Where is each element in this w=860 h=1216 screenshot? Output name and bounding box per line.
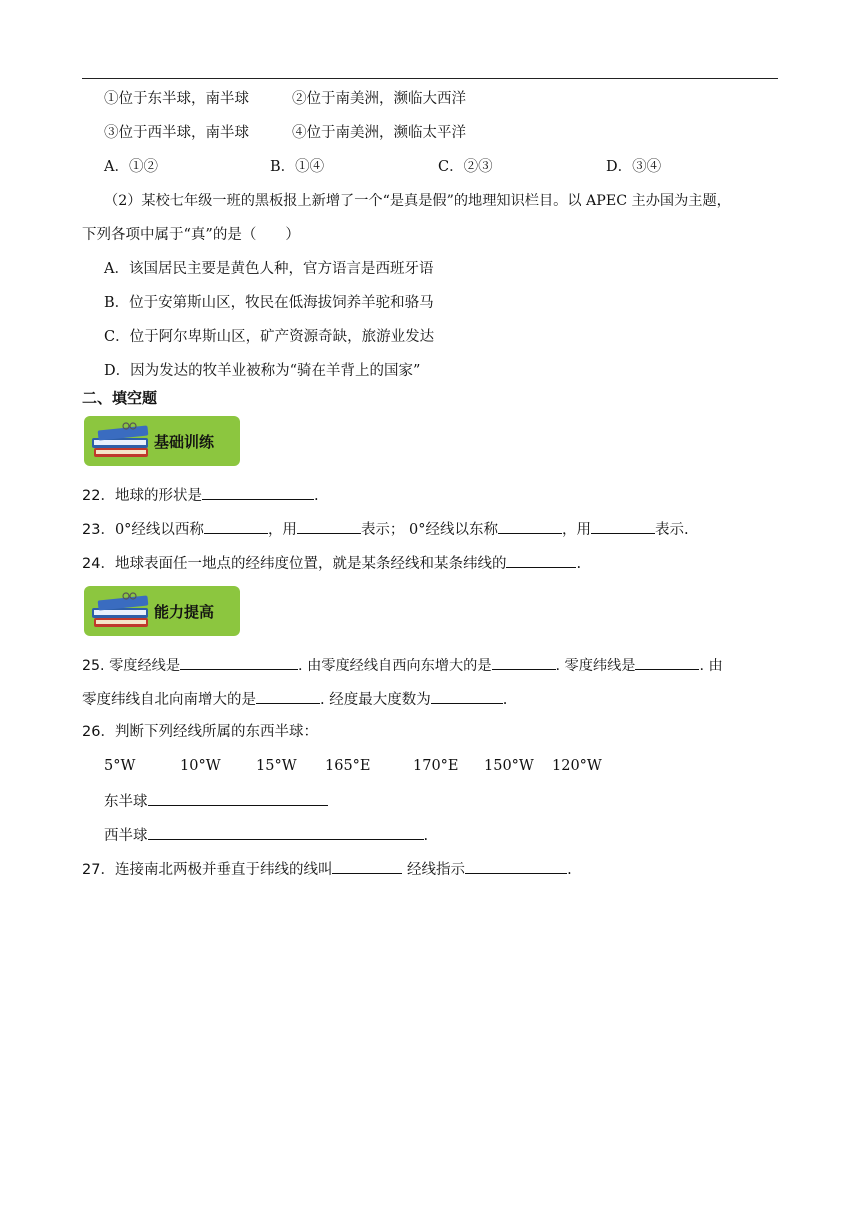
question-24 — [82, 552, 581, 574]
answer-blank[interactable] — [431, 688, 503, 704]
choice-1: ①位于东半球，南半球 — [104, 91, 249, 107]
answer-blank[interactable] — [635, 654, 699, 670]
question-number: 27． — [82, 862, 115, 878]
q2-stem-line1: （2）某校七年级一班的黑板报上新增了一个“是真是假”的地理知识栏目。以 APEC 主办国为主题， — [104, 193, 731, 209]
badge-label: 能力提高 — [154, 603, 215, 621]
choice-4: ④位于南美洲，濒临太平洋 — [292, 125, 466, 141]
question-26 — [82, 722, 318, 742]
q2-option-b: B．位于安第斯山区，牧民在低海拔饲养羊驼和骆马 — [104, 295, 434, 311]
question-text: 零度经线是 — [109, 658, 181, 674]
longitude-15w: 15°W — [256, 758, 297, 774]
answer-blank[interactable] — [204, 518, 268, 534]
question-number: 25. — [82, 658, 105, 674]
question-number: 24． — [82, 556, 115, 572]
question-text: 连接南北两极并垂直于纬线的线叫 — [114, 862, 333, 878]
punctuation: . — [576, 556, 582, 572]
question-text: . 经度最大度数为 — [320, 692, 431, 708]
question-text: . 由 — [699, 658, 723, 674]
answer-blank[interactable] — [256, 688, 320, 704]
badge-label: 基础训练 — [154, 433, 215, 451]
answer-blank[interactable] — [492, 654, 556, 670]
answer-c: C．②③ — [438, 159, 493, 175]
answer-blank[interactable] — [465, 858, 567, 874]
punctuation: . — [567, 862, 572, 878]
top-rule — [82, 78, 778, 79]
punctuation: . — [313, 488, 319, 504]
q2-option-a: A．该国居民主要是黄色人种，官方语言是西班牙语 — [104, 261, 434, 277]
question-text: 表示. — [655, 522, 689, 538]
badge-basic-training — [84, 416, 240, 466]
question-text: ，用 — [267, 522, 297, 538]
answer-blank[interactable] — [332, 858, 402, 874]
punctuation: . — [423, 828, 429, 844]
answer-blank[interactable] — [591, 518, 655, 534]
question-text: . 由零度经线自西向东增大的是 — [298, 658, 492, 674]
answer-blank[interactable] — [202, 484, 314, 500]
answer-blank[interactable] — [148, 824, 424, 840]
longitude-10w: 10°W — [180, 758, 221, 774]
question-text: 地球表面任一地点的经纬度位置，就是某条经线和某条纬线的 — [114, 556, 507, 572]
question-text: 表示； 0°经线以东称 — [360, 522, 499, 538]
choice-3: ③位于西半球，南半球 — [104, 125, 249, 141]
question-text: 地球的形状是 — [114, 488, 202, 504]
question-text: 经线指示 — [402, 862, 466, 878]
longitude-165e: 165°E — [325, 758, 371, 774]
east-hemisphere-label: 东半球 — [104, 794, 148, 810]
answer-a: A．①② — [104, 159, 158, 175]
q2-option-d: D．因为发达的牧羊业被称为“骑在羊背上的国家” — [104, 363, 421, 379]
question-25 — [82, 654, 723, 676]
question-text: . 零度纬线是 — [555, 658, 636, 674]
question-text: 0°经线以西称 — [114, 522, 204, 538]
choice-2: ②位于南美洲，濒临大西洋 — [292, 91, 466, 107]
answer-blank[interactable] — [506, 552, 576, 568]
answer-d: D．③④ — [606, 159, 662, 175]
question-number: 26． — [82, 724, 115, 740]
longitude-170e: 170°E — [413, 758, 459, 774]
question-text: 判断下列经线所属的东西半球： — [114, 724, 318, 740]
question-text: ，用 — [562, 522, 592, 538]
question-23 — [82, 518, 689, 540]
q2-option-c: C．位于阿尔卑斯山区，矿产资源奇缺，旅游业发达 — [104, 329, 435, 345]
answer-blank[interactable] — [180, 654, 298, 670]
question-25-line2 — [82, 688, 507, 710]
question-number: 23． — [82, 522, 115, 538]
q2-stem-line2: 下列各项中属于“真”的是（ ） — [82, 227, 300, 243]
badge-ability-improve — [84, 586, 240, 636]
longitude-150w: 150°W — [484, 758, 534, 774]
west-hemisphere-row — [104, 824, 428, 846]
question-number: 22． — [82, 488, 115, 504]
books-icon — [90, 420, 154, 464]
answer-blank[interactable] — [498, 518, 562, 534]
answer-blank[interactable] — [297, 518, 361, 534]
question-text: 零度纬线自北向南增大的是 — [82, 692, 256, 708]
longitude-120w: 120°W — [552, 758, 602, 774]
question-22 — [82, 484, 319, 506]
west-hemisphere-label: 西半球 — [104, 828, 148, 844]
answer-blank[interactable] — [148, 790, 328, 806]
longitude-5w: 5°W — [104, 758, 136, 774]
section-title: 二、填空题 — [82, 389, 158, 407]
question-27 — [82, 858, 572, 880]
east-hemisphere-row — [104, 790, 328, 812]
punctuation: . — [502, 692, 508, 708]
books-icon — [90, 590, 154, 634]
answer-b: B．①④ — [270, 159, 325, 175]
